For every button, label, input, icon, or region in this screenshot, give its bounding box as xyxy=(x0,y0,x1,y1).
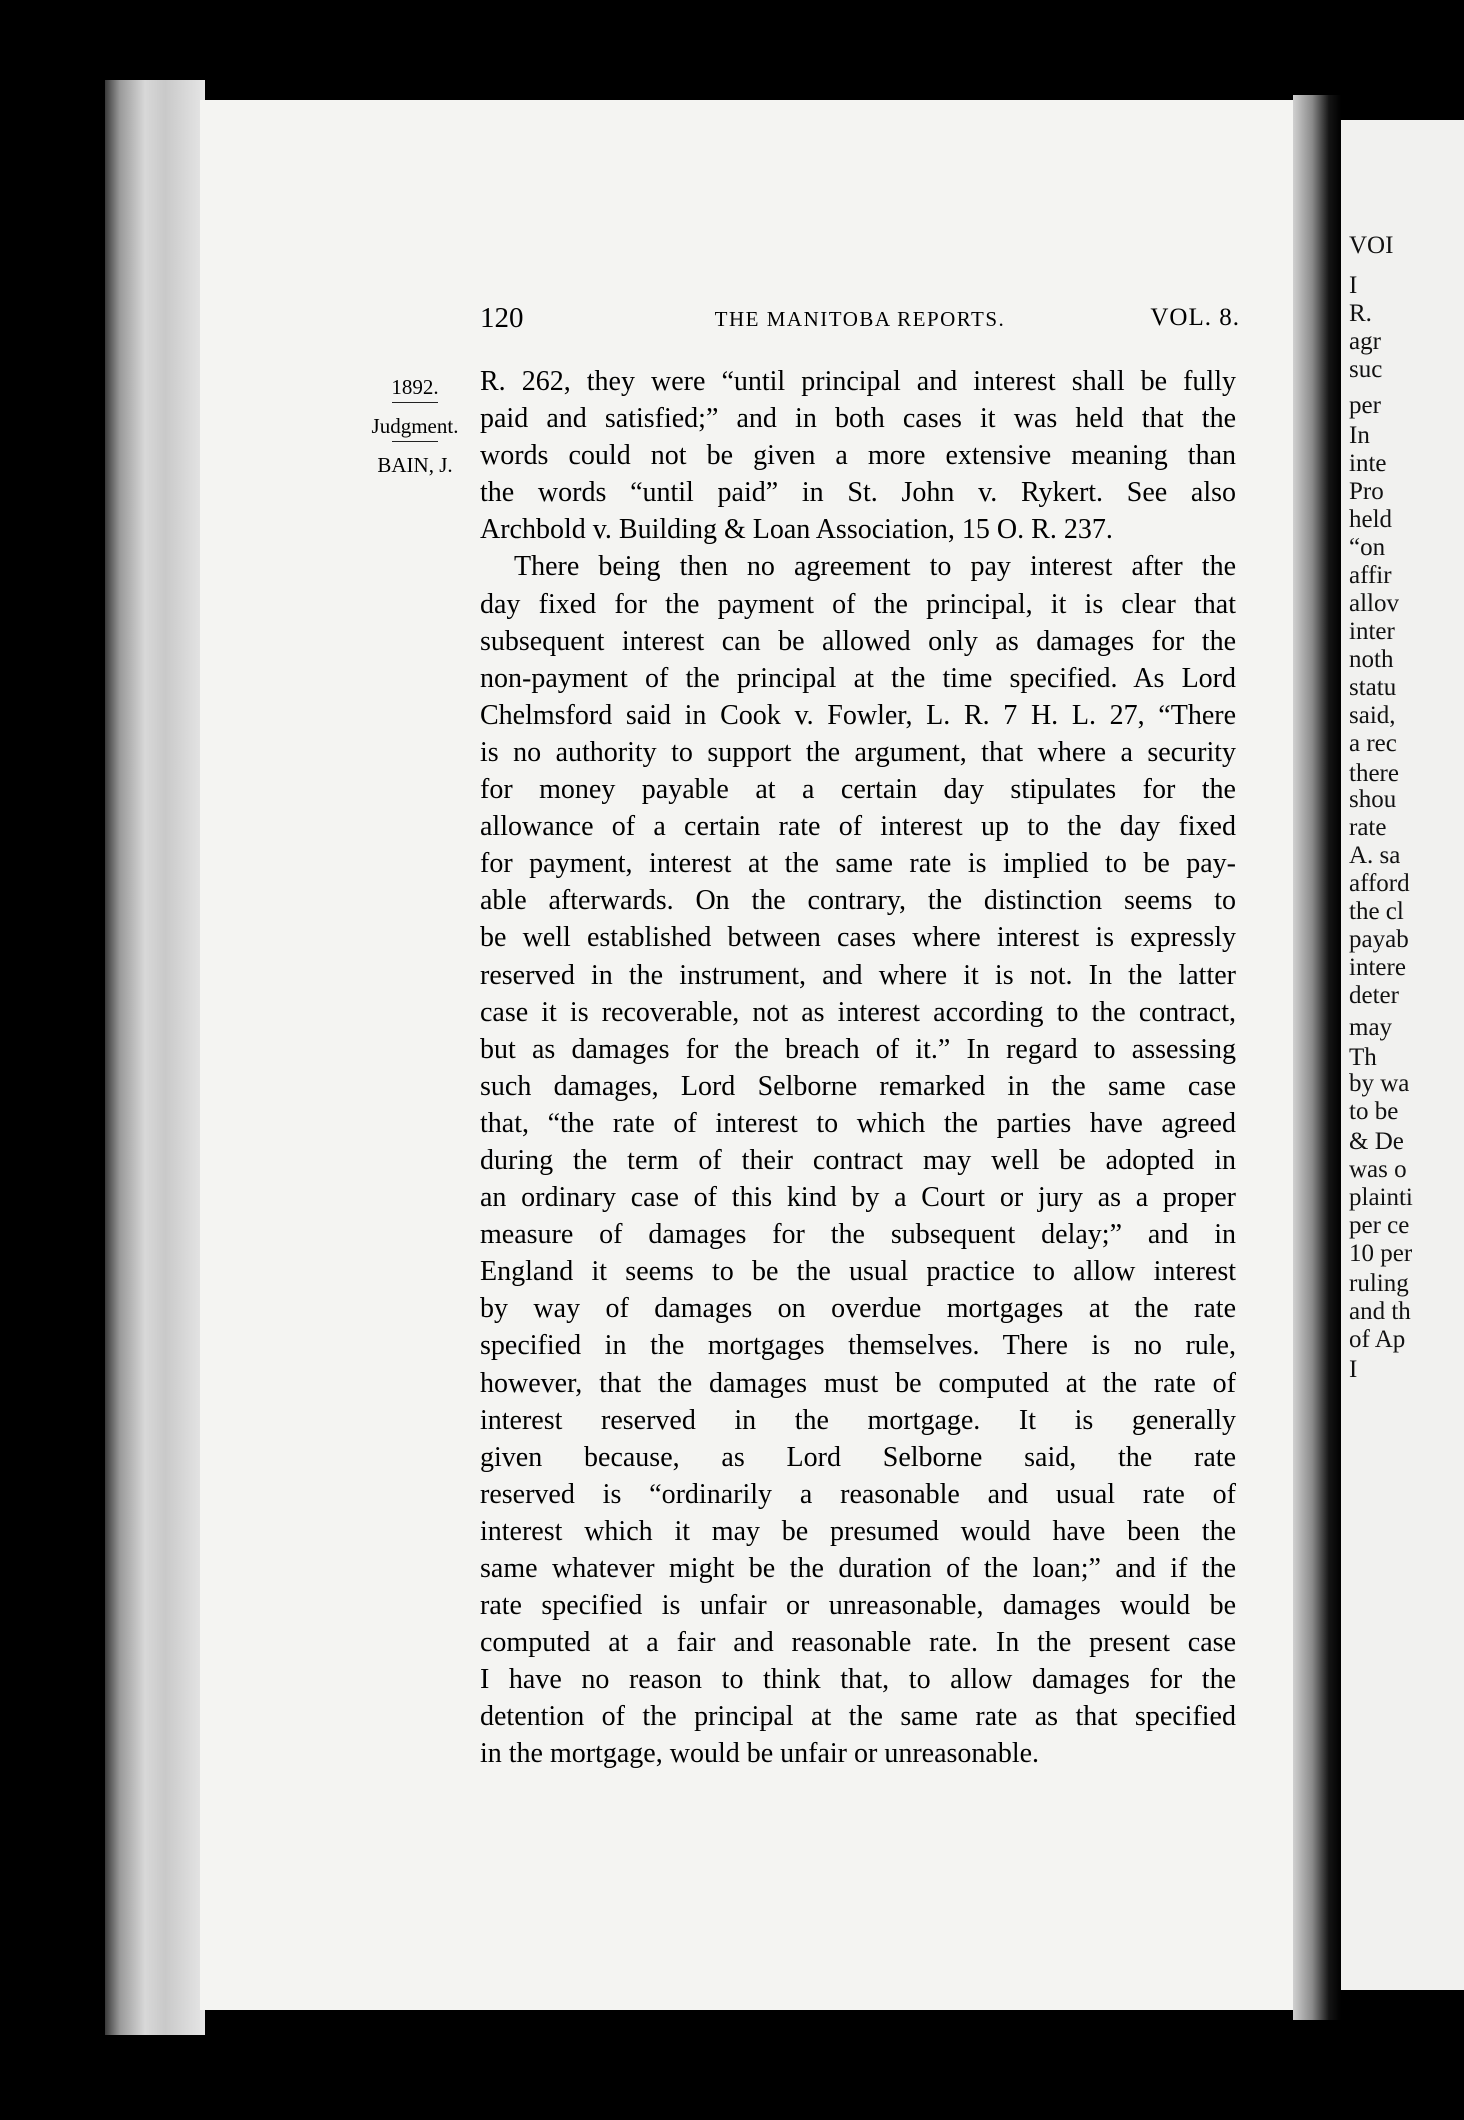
running-header xyxy=(480,302,1240,342)
facing-page-fragment: plainti xyxy=(1349,1184,1413,1211)
facing-page-fragment: I xyxy=(1349,272,1358,299)
volume-label: VOL. 8. xyxy=(1150,304,1240,331)
body-line: I have no reason to think that, to allow damages for the xyxy=(480,1664,1236,1696)
body-line: day fixed for the payment of the principal, it is clear that xyxy=(480,588,1236,620)
facing-page-fragment: R. xyxy=(1349,300,1372,327)
body-line: computed at a fair and reasonable rate. In the present case xyxy=(480,1627,1236,1659)
facing-page-fragment: there xyxy=(1349,760,1399,787)
body-line: be well established between cases where interest is expressly xyxy=(480,922,1236,954)
margin-note-year: 1892. xyxy=(391,375,439,399)
facing-page-edge xyxy=(1341,120,1464,1990)
body-line: case it is recoverable, not as interest according to the contract, xyxy=(480,996,1236,1028)
facing-page-fragment: and th xyxy=(1349,1298,1411,1325)
page-number: 120 xyxy=(480,302,524,334)
body-line: Archbold v. Building & Loan Association, 15 O. R. 237. xyxy=(480,514,1113,546)
facing-page-fragment: A. sa xyxy=(1349,842,1401,869)
body-line: however, that the damages must be computed at the rate of xyxy=(480,1367,1236,1399)
facing-page-fragment: may xyxy=(1349,1014,1393,1041)
facing-page-fragment: shou xyxy=(1349,786,1397,813)
body-line: subsequent interest can be allowed only as damages for the xyxy=(480,625,1236,657)
facing-page-fragment: to be xyxy=(1349,1098,1399,1125)
body-line: for money payable at a certain day stipulates for the xyxy=(480,774,1236,806)
running-title: THE MANITOBA REPORTS. xyxy=(714,307,1006,331)
facing-page-fragment: was o xyxy=(1349,1156,1407,1183)
body-line: that, “the rate of interest to which the parties have agreed xyxy=(480,1107,1236,1139)
body-line: England it seems to be the usual practice to allow interest xyxy=(480,1256,1236,1288)
body-line: but as damages for the breach of it.” In regard to assessing xyxy=(480,1033,1236,1065)
facing-page-fragment: & De xyxy=(1349,1128,1404,1155)
facing-page-fragment: the cl xyxy=(1349,898,1404,925)
body-line: in the mortgage, would be unfair or unreasonable. xyxy=(480,1738,1040,1770)
facing-page-fragment: inter xyxy=(1349,618,1395,645)
facing-page-fragment: deter xyxy=(1349,982,1399,1009)
facing-page-fragment: inte xyxy=(1349,450,1387,477)
facing-page-fragment: held xyxy=(1349,506,1393,533)
facing-page-fragment: per xyxy=(1349,392,1381,419)
facing-page-fragment: “on xyxy=(1349,534,1386,561)
margin-notes xyxy=(360,368,470,484)
body-line: detention of the principal at the same rate as that specified xyxy=(480,1701,1236,1733)
facing-page-fragment: payab xyxy=(1349,926,1409,953)
body-line: paid and satisfied;” and in both cases it was held that the xyxy=(480,403,1236,435)
page-gutter xyxy=(1293,95,1341,2020)
facing-page-fragment: 10 per xyxy=(1349,1240,1413,1267)
facing-page-fragment: afford xyxy=(1349,870,1410,897)
body-line: Chelmsford said in Cook v. Fowler, L. R. 7 H. L. 27, “There xyxy=(480,699,1236,731)
facing-page-fragment: a rec xyxy=(1349,730,1397,757)
body-line: able afterwards. On the contrary, the distinction seems to xyxy=(480,885,1236,917)
body-line: an ordinary case of this kind by a Court or jury as a proper xyxy=(480,1182,1236,1214)
body-line: given because, as Lord Selborne said, the rate xyxy=(480,1441,1236,1473)
facing-page-fragment: statu xyxy=(1349,674,1397,701)
body-line: interest which it may be presumed would have been the xyxy=(480,1515,1236,1547)
body-line: non-payment of the principal at the time specified. As Lord xyxy=(480,662,1236,694)
facing-page-fragment: intere xyxy=(1349,954,1406,981)
facing-page-fragment: said, xyxy=(1349,702,1396,729)
book-binding-edge xyxy=(105,80,205,2035)
facing-page-fragment: suc xyxy=(1349,356,1383,383)
body-line: reserved is “ordinarily a reasonable and usual rate of xyxy=(480,1478,1236,1510)
body-line: interest reserved in the mortgage. It is generally xyxy=(480,1404,1236,1436)
body-line: for payment, interest at the same rate is implied to be pay- xyxy=(480,848,1236,880)
margin-note-judgment: Judgment. xyxy=(371,414,459,438)
facing-page-fragment: agr xyxy=(1349,328,1381,355)
body-line: by way of damages on overdue mortgages at the rate xyxy=(480,1293,1236,1325)
body-line: There being then no agreement to pay interest after the xyxy=(514,551,1236,583)
body-line: such damages, Lord Selborne remarked in the same case xyxy=(480,1070,1236,1102)
body-line: allowance of a certain rate of interest up to the day fixed xyxy=(480,811,1236,843)
facing-page-fragment: noth xyxy=(1349,646,1394,673)
facing-page-fragment: by wa xyxy=(1349,1070,1410,1097)
body-line: R. 262, they were “until principal and interest shall be fully xyxy=(480,366,1236,397)
facing-page-fragment: per ce xyxy=(1349,1212,1410,1239)
facing-page-fragment: allov xyxy=(1349,590,1399,617)
facing-page-fragment: ruling xyxy=(1349,1270,1409,1297)
body-line: during the term of their contract may well be adopted in xyxy=(480,1144,1236,1176)
facing-page-fragment: VOI xyxy=(1349,232,1394,259)
facing-page-fragment: In xyxy=(1349,422,1370,449)
body-text xyxy=(480,363,1236,1773)
body-line: same whatever might be the duration of the loan;” and if the xyxy=(480,1553,1236,1584)
facing-page-fragment: of Ap xyxy=(1349,1326,1406,1353)
body-line: reserved in the instrument, and where it is not. In the latter xyxy=(480,959,1236,991)
margin-note-judge: BAIN, J. xyxy=(377,453,453,477)
facing-page-fragment: affir xyxy=(1349,562,1392,589)
body-line: measure of damages for the subsequent delay;” and in xyxy=(480,1219,1236,1251)
facing-page-fragment: Th xyxy=(1349,1044,1377,1071)
body-line: rate specified is unfair or unreasonable, damages would be xyxy=(480,1590,1236,1622)
facing-page-fragment: Pro xyxy=(1349,478,1384,505)
facing-page-fragment: rate xyxy=(1349,814,1387,841)
body-line: is no authority to support the argument, that where a security xyxy=(480,736,1236,768)
body-line: specified in the mortgages themselves. There is no rule, xyxy=(480,1330,1236,1362)
facing-page-fragment: I xyxy=(1349,1356,1358,1383)
body-line: words could not be given a more extensive meaning than xyxy=(480,440,1236,472)
body-line: the words “until paid” in St. John v. Rykert. See also xyxy=(480,477,1236,509)
